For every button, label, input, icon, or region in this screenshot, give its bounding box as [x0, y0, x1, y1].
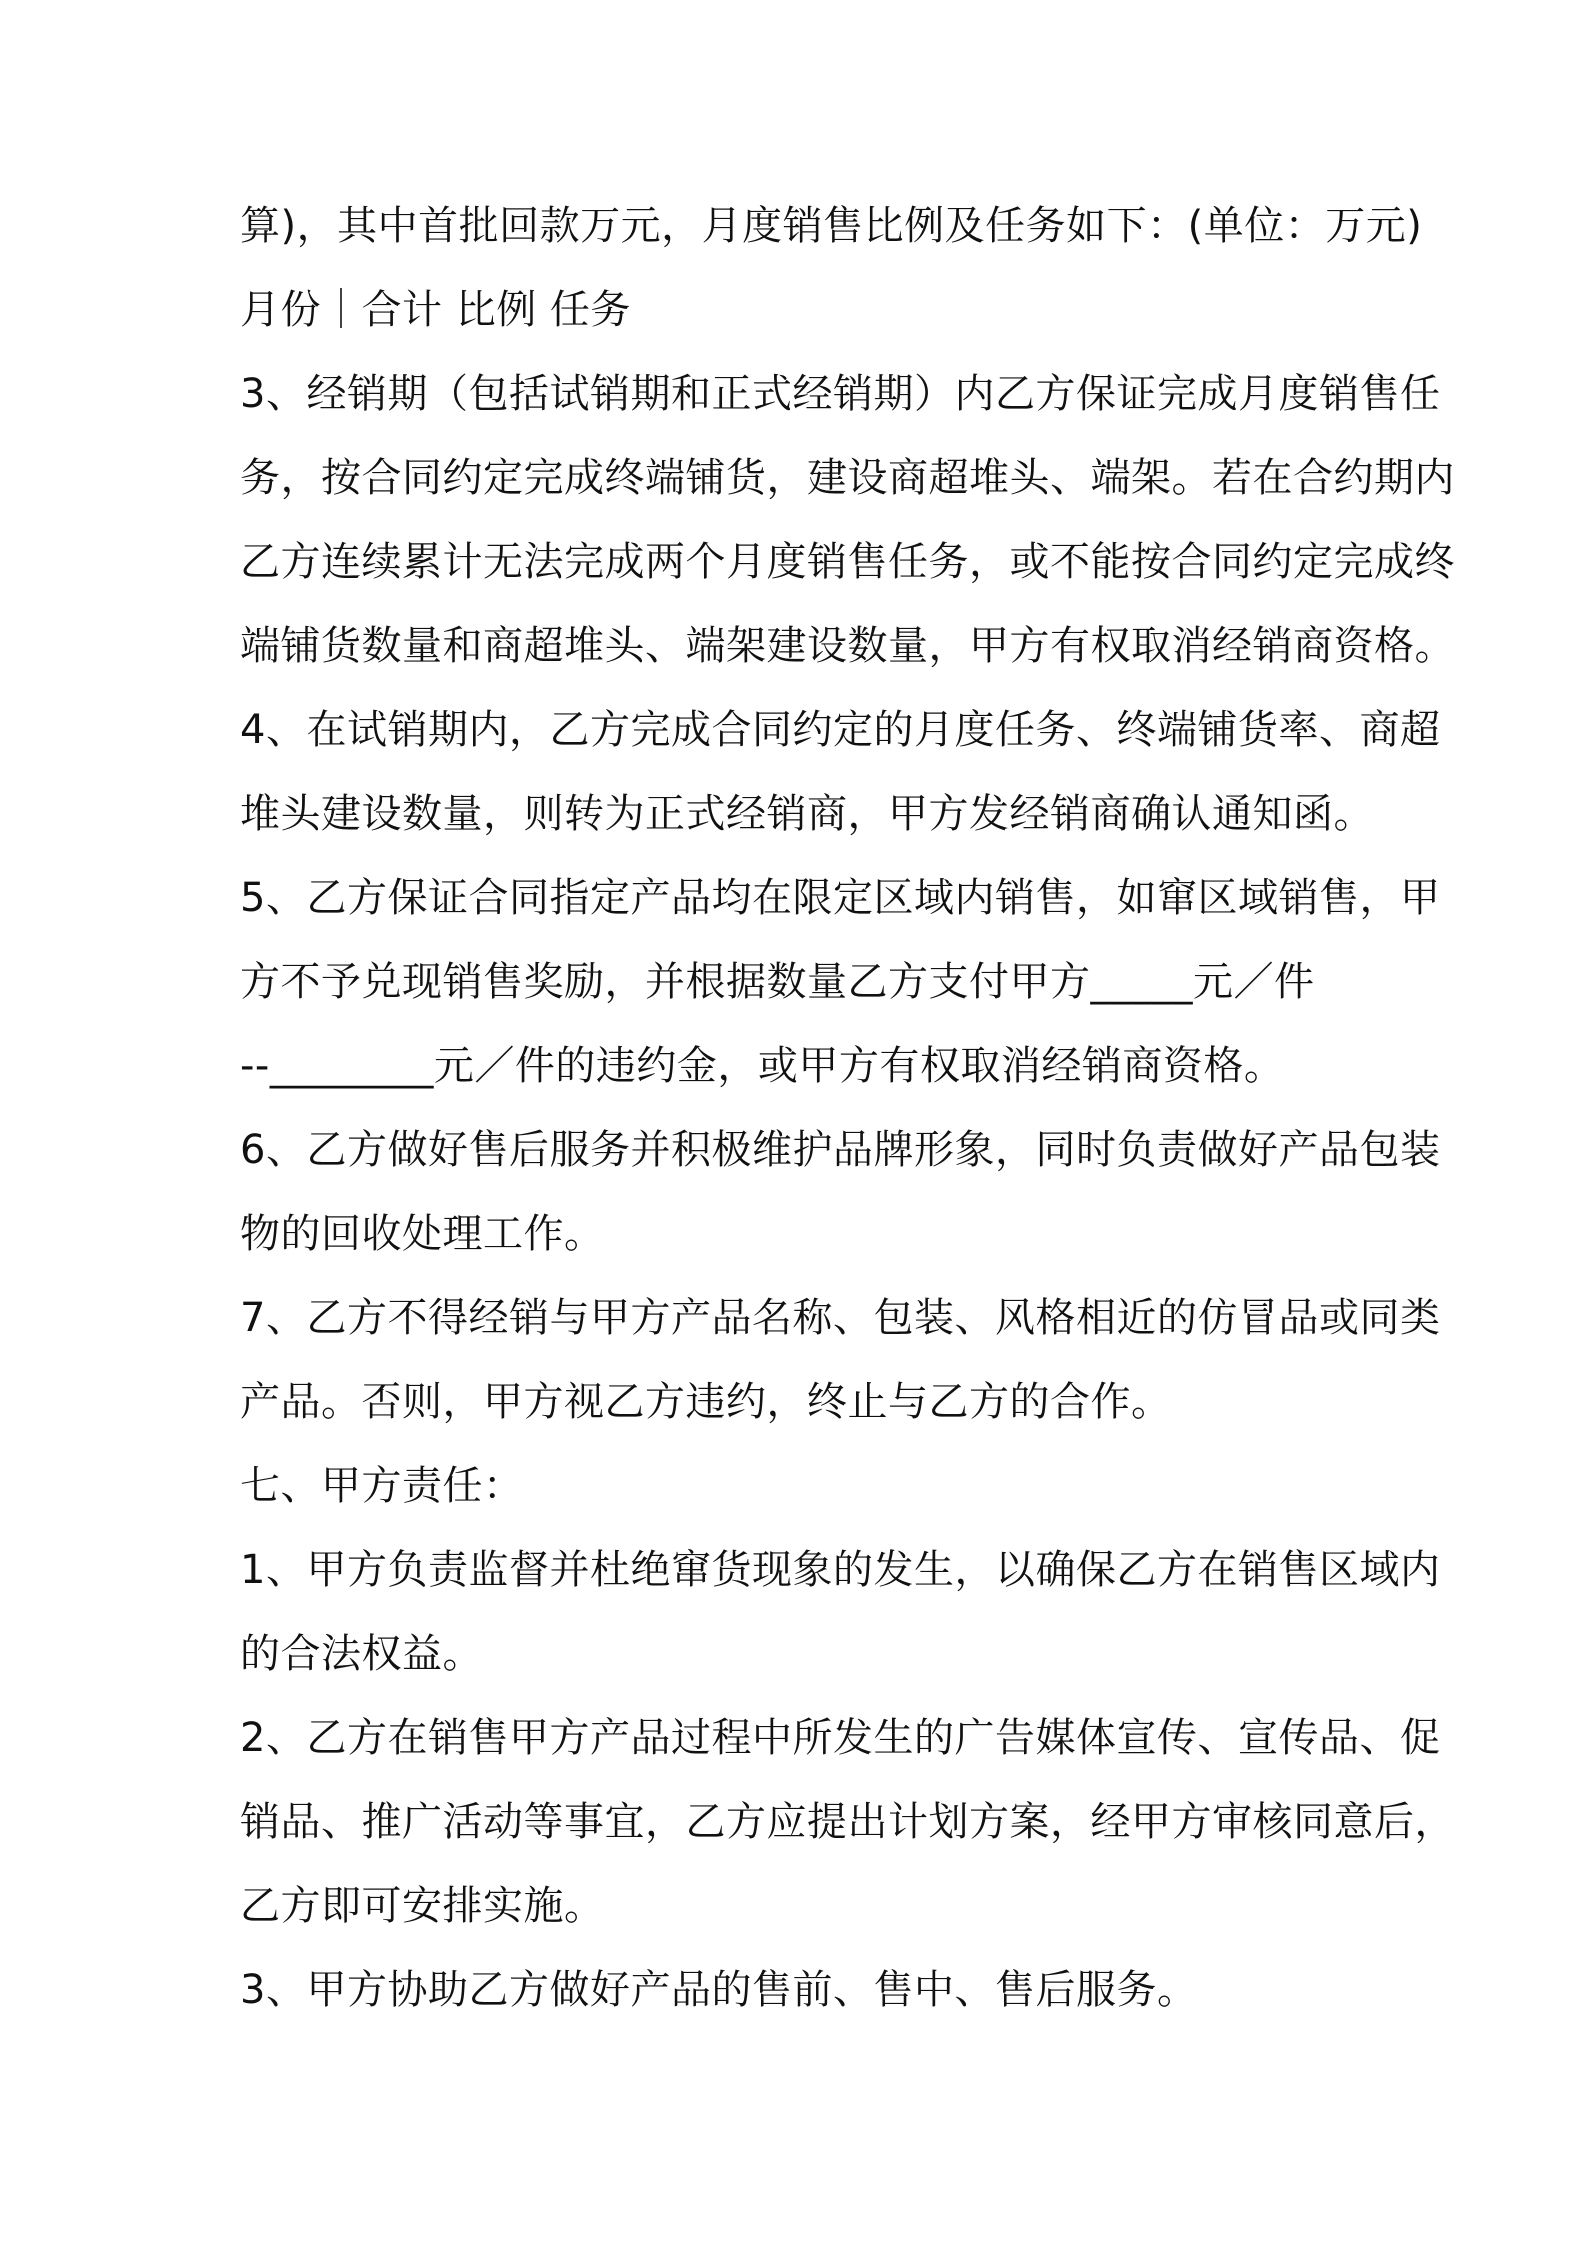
text-line: 4、在试销期内，乙方完成合同约定的月度任务、终端铺货率、商超 — [240, 707, 1441, 753]
text-line: 物的回收处理工作。 — [240, 1211, 605, 1257]
text-line: 乙方连续累计无法完成两个月度销售任务，或不能按合同约定完成终 — [240, 539, 1455, 585]
text-line: 2、乙方在销售甲方产品过程中所发生的广告媒体宣传、宣传品、促 — [240, 1715, 1441, 1761]
text-line: 6、乙方做好售后服务并积极维护品牌形象，同时负责做好产品包装 — [240, 1127, 1441, 1173]
text-line: 端铺货数量和商超堆头、端架建设数量，甲方有权取消经销商资格。 — [240, 623, 1455, 669]
text-line: 乙方即可安排实施。 — [240, 1883, 605, 1929]
text-line: 的合法权益。 — [240, 1631, 483, 1677]
text-line: 务，按合同约定完成终端铺货，建设商超堆头、端架。若在合约期内 — [240, 455, 1455, 501]
text-line: 销品、推广活动等事宜，乙方应提出计划方案，经甲方审核同意后， — [240, 1799, 1455, 1845]
text-line: 月份｜合计 比例 任务 — [240, 287, 631, 333]
text-line: 方不予兑现销售奖励，并根据数量乙方支付甲方_____元／件 — [240, 959, 1315, 1005]
text-line: 3、经销期（包括试销期和正式经销期）内乙方保证完成月度销售任 — [240, 371, 1441, 417]
text-line: --________元／件的违约金，或甲方有权取消经销商资格。 — [240, 1043, 1285, 1089]
section-heading: 七、甲方责任： — [240, 1463, 524, 1509]
text-line: 堆头建设数量，则转为正式经销商，甲方发经销商确认通知函。 — [240, 791, 1374, 837]
text-line: 7、乙方不得经销与甲方产品名称、包装、风格相近的仿冒品或同类 — [240, 1295, 1441, 1341]
text-line: 3、甲方协助乙方做好产品的售前、售中、售后服务。 — [240, 1967, 1198, 2013]
text-line: 产品。否则，甲方视乙方违约，终止与乙方的合作。 — [240, 1379, 1172, 1425]
text-line: 1、甲方负责监督并杜绝窜货现象的发生，以确保乙方在销售区域内 — [240, 1547, 1441, 1593]
text-line: 算)，其中首批回款万元，月度销售比例及任务如下：(单位：万元) — [240, 203, 1423, 249]
text-line: 5、乙方保证合同指定产品均在限定区域内销售，如窜区域销售，甲 — [240, 875, 1441, 921]
